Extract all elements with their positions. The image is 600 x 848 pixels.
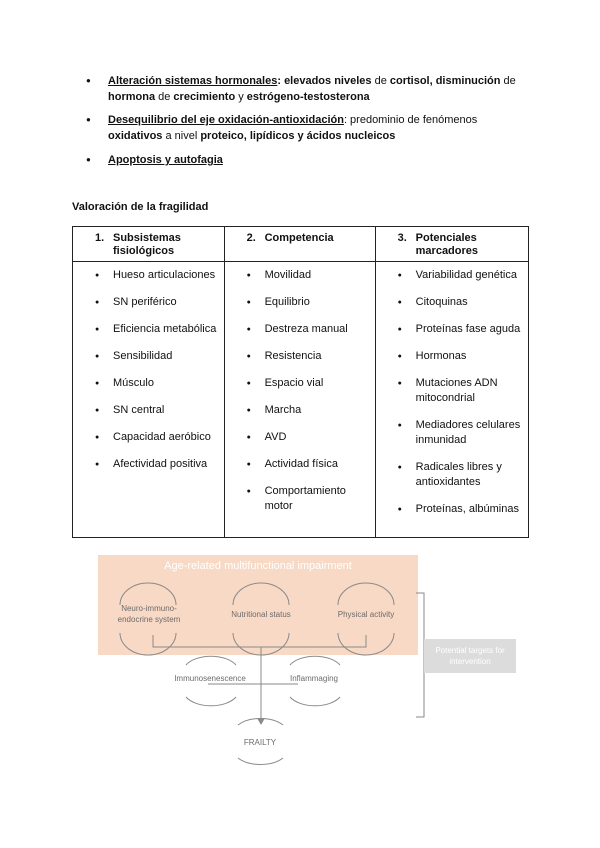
targets-bracket — [416, 593, 424, 717]
list-item: ● Variabilidad genética — [398, 268, 524, 283]
bullet-text-run: a nivel — [162, 130, 201, 142]
immuno-label: Immunosenescence — [174, 674, 246, 683]
list-item: ● Resistencia — [247, 349, 371, 364]
immuno-arc-bottom — [186, 697, 236, 706]
list-item: ● Capacidad aeróbico — [95, 430, 220, 445]
header-number: 3. — [397, 232, 407, 244]
inflam-arc-bottom — [290, 697, 340, 706]
table-cell-competencia — [224, 262, 375, 538]
bullet-text-run: Desequilibrio del eje oxidación-antioxidación — [108, 114, 344, 126]
bullet-text — [108, 152, 528, 168]
frailty-diagram — [98, 555, 538, 785]
list-item: ● Sensibilidad — [95, 349, 220, 364]
impairment-heading: Age-related multifunctional impairment — [164, 560, 352, 572]
list-item: ● Espacio vial — [247, 376, 371, 391]
activity-arc-top — [338, 583, 394, 605]
bullet-text-run: Alteración sistemas hormonales — [108, 75, 278, 87]
bullet-text-run: : predominio de fenómenos — [343, 114, 478, 126]
list-item: ● Músculo — [95, 376, 220, 391]
item-list — [376, 262, 528, 537]
bullet-text — [108, 112, 528, 144]
bullet-text-run: hormona — [108, 91, 156, 103]
section-title: Valoración de la fragilidad — [72, 201, 209, 213]
nutrition-arc-top — [233, 583, 289, 605]
list-item: ● Hormonas — [398, 349, 524, 364]
list-item: ● Equilibrio — [247, 295, 371, 310]
table-header-row — [73, 227, 529, 262]
bullet-text-run: cortisol, disminución — [389, 75, 501, 87]
bullet-text-run: de — [155, 91, 174, 103]
header-number: 2. — [246, 232, 256, 244]
bullet-dot: ● — [86, 115, 91, 124]
header-label: Competencia — [264, 232, 334, 244]
bullet-text — [108, 73, 528, 105]
table-header-1 — [73, 227, 225, 262]
inflammaging-label: Inflammaging — [289, 674, 339, 683]
neuro-arc-top — [120, 583, 176, 605]
bullet-text-run: y — [235, 91, 247, 103]
list-item: ● Mutaciones ADN mitocondrial — [398, 376, 524, 406]
list-item: ● SN central — [95, 403, 220, 418]
list-item: ● Proteínas, albúminas — [398, 502, 524, 517]
header-number: 1. — [95, 232, 105, 244]
list-item: ● Hueso articulaciones — [95, 268, 220, 283]
list-item: ● Eficiencia metabólica — [95, 322, 220, 337]
list-item: ● Afectividad positiva — [95, 457, 220, 472]
bullet-text-run: proteico, lipídicos y ácidos nucleicos — [200, 130, 396, 142]
inflam-arc-top — [290, 656, 340, 665]
item-list — [73, 262, 224, 492]
table-cell-marcadores — [375, 262, 528, 538]
bullet-text-run: crecimiento — [173, 91, 236, 103]
neuro-label: Neuro-immuno-endocrine system — [117, 604, 181, 624]
bullet-text-run: Apoptosis y autofagia — [108, 154, 223, 166]
arrow-head — [257, 718, 265, 725]
bullet-text-run: oxidativos — [108, 130, 163, 142]
list-item: ● Citoquinas — [398, 295, 524, 310]
list-item: ● Destreza manual — [247, 322, 371, 337]
list-item: ● Radicales libres y antioxidantes — [398, 460, 524, 490]
list-item: ● Mediadores celulares inmunidad — [398, 418, 524, 448]
nutritional-label: Nutritional status — [231, 610, 291, 619]
targets-box: Potential targets for intervention — [424, 639, 516, 673]
list-item: ● Actividad física — [247, 457, 371, 472]
item-list — [225, 262, 375, 534]
frailty-label: FRAILTY — [243, 738, 277, 747]
table-header-2 — [224, 227, 375, 262]
bullet-dot: ● — [86, 155, 91, 164]
list-item: ● AVD — [247, 430, 371, 445]
list-item: ● Marcha — [247, 403, 371, 418]
bullet-text-run: : elevados niveles — [277, 75, 372, 87]
list-item: ● SN periférico — [95, 295, 220, 310]
neuro-arc-bottom — [120, 633, 176, 655]
table-cell-subsistemas — [73, 262, 225, 538]
table-body-row — [73, 262, 529, 538]
table-header-3 — [375, 227, 528, 262]
list-item: ● Comportamiento motor — [247, 484, 371, 514]
physical-label: Physical activity — [337, 610, 395, 619]
list-item: ● Proteínas fase aguda — [398, 322, 524, 337]
header-label: Potenciales marcadores — [415, 232, 479, 257]
immuno-arc-top — [186, 656, 236, 665]
frailty-table — [72, 226, 529, 538]
bullet-text-run: estrógeno-testosterona — [246, 91, 370, 103]
connector-bracket — [153, 635, 366, 647]
bullet-text-run: de — [500, 75, 516, 87]
header-label: Subsistemas fisiológicos — [113, 232, 181, 257]
bullet-text-run: de — [371, 75, 390, 87]
list-item: ● Movilidad — [247, 268, 371, 283]
frailty-arc-bottom — [238, 758, 283, 764]
bullet-dot: ● — [86, 76, 91, 85]
